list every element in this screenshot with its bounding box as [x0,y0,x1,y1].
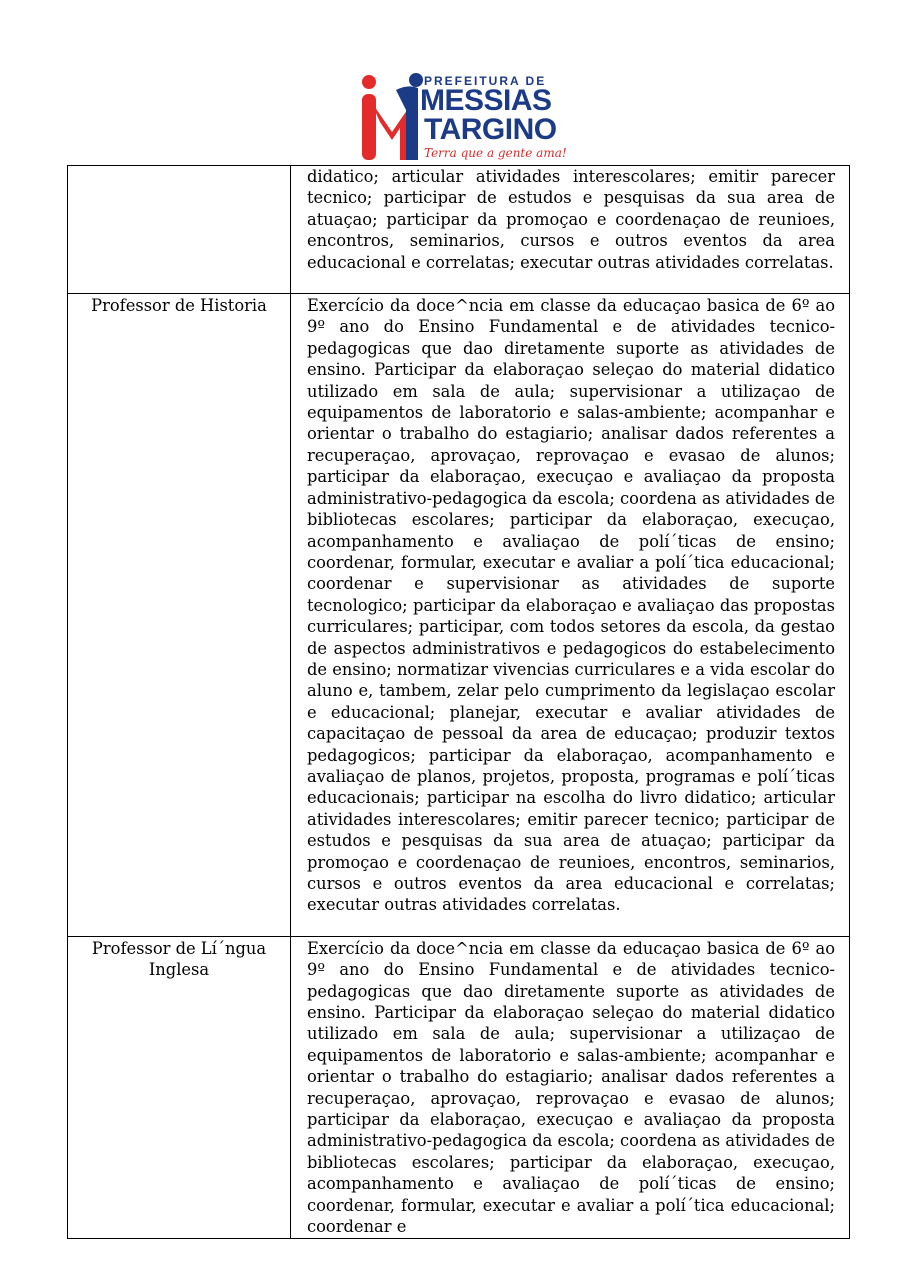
description-cell: Exercício da doce^ncia em classe da educaçao basica de 6º ao 9º ano do Ensino Fundamental e de atividades tecnico-pedagogicas que dao diretamente suporte as atividades de ensino. Participar da elaboraçao seleçao do material didatico utilizado em sala de aula; supervisionar a utilizaçao de equipamentos de laboratorio e salas-ambiente; acompanhar e orientar o trabalho do estagiario; analisar dados referentes a recuperaçao, aprovaçao, reprovaçao e evasao de alunos; participar da elaboraçao, execuçao e avaliaçao da proposta administrativo-pedagogica da escola; coordena as atividades de bibliotecas escolares; participar da elaboraçao, execuçao, acompanhamento e avaliaçao de polí´ticas de ensino; coordenar, formular, executar e avaliar a polí´tica educacional; coordenar e supervisionar as atividades de suporte tecnologico; participar da elaboraçao e avaliaçao das propostas curriculares; participar, com todos setores da escola, da gestao de aspectos administrativos e pedagogicos do estabelecimento de ensino; normatizar vivencias curriculares e a vida escolar do aluno e, tambem, zelar pelo cumprimento da legislaçao escolar e educacional; planejar, executar e avaliar atividades de capacitaçao de pessoal da area de educaçao; produzir textos pedagogicos; participar da elaboraçao, acompanhamento e avaliaçao de planos, projetos, proposta, programas e polí´ticas educacionais; participar na escolha do livro didatico; articular atividades interescolares; emitir parecer tecnico; participar de estudos e pesquisas da sua area de atuaçao; participar da promoçao e coordenaçao de reunioes, encontros, seminarios, cursos e outros eventos da area educacional e correlatas; executar outras atividades correlatas. [291,294,850,937]
description-cell: Exercício da doce^ncia em classe da educaçao basica de 6º ao 9º ano do Ensino Fundamental e de atividades tecnico-pedagogicas que dao diretamente suporte as atividades de ensino. Participar da elaboraçao seleçao do material didatico utilizado em sala de aula; supervisionar a utilizaçao de equipamentos de laboratorio e salas-ambiente; acompanhar e orientar o trabalho do estagiario; analisar dados referentes a recuperaçao, aprovaçao, reprovaçao e evasao de alunos; participar da elaboraçao, execuçao e avaliaçao da proposta administrativo-pedagogica da escola; coordena as atividades de bibliotecas escolares; participar da elaboraçao, execuçao, acompanhamento e avaliaçao de polí´ticas de ensino; coordenar, formular, executar e avaliar a polí´tica educacional; coordenar e [291,936,850,1238]
logo-line1: PREFEITURA DE [424,74,547,88]
description-cell: didatico; articular atividades interescolares; emitir parecer tecnico; participar de estudos e pesquisas da sua area de atuaçao; participar da promoçao e coordenaçao de reunioes, encontros, seminarios, cursos e outros eventos da area educacional e correlatas; executar outras atividades correlatas. [291,166,850,294]
role-cell: Professor de Historia [68,294,291,937]
role-cell [68,166,291,294]
table-row [68,936,850,1238]
role-cell: Professor de Lí´ngua Inglesa [68,936,291,1238]
roles-table [67,165,850,1239]
logo-line3: TARGINO [424,113,557,146]
logo-line2: MESSIAS [420,84,552,117]
table-row [68,294,850,937]
table-row [68,166,850,294]
logo-slogan: Terra que a gente ama! [424,146,567,160]
prefeitura-logo [352,70,567,165]
